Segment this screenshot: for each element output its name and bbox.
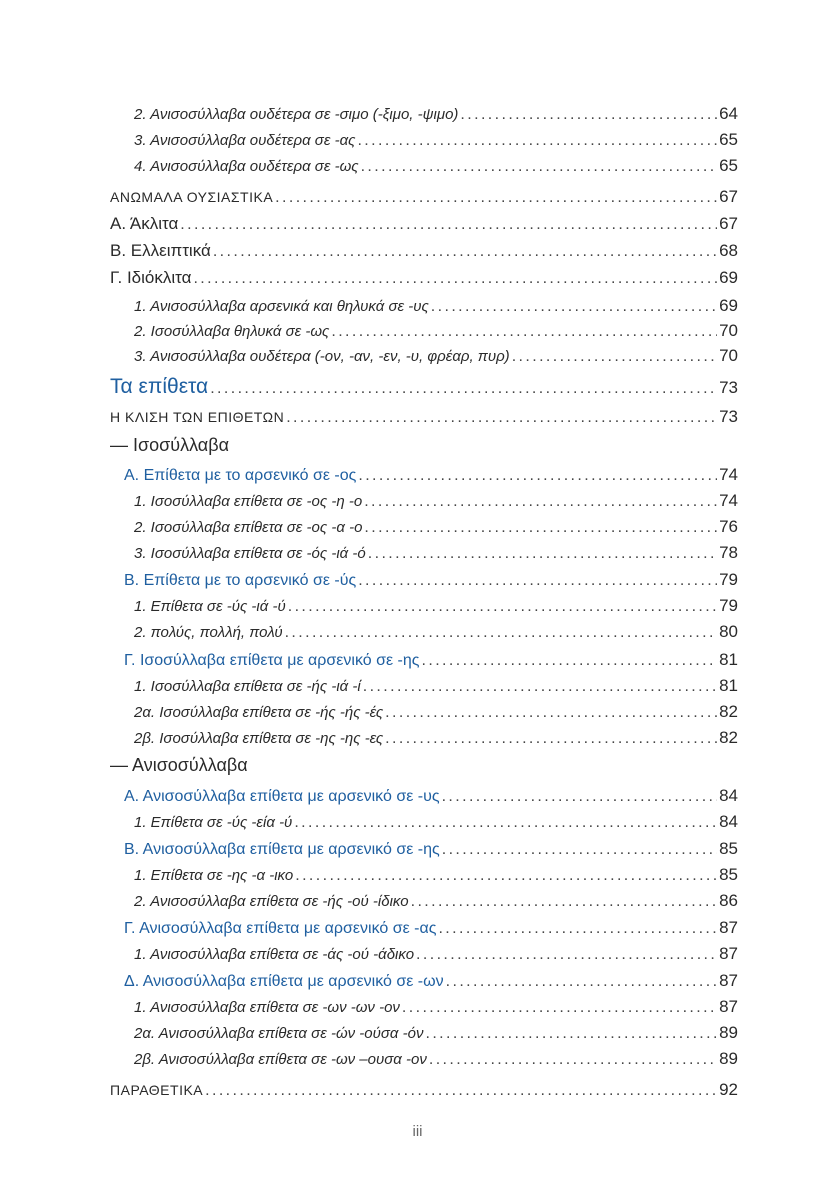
- toc-entry: [110, 407, 738, 433]
- leader-dots: [285, 624, 718, 642]
- toc-entry-page: 67: [719, 214, 738, 233]
- toc-entry-label: 1. Ισοσύλλαβα επίθετα σε -ος -η -ο: [134, 493, 363, 510]
- toc-entry-page: 69: [719, 268, 738, 287]
- toc-entry-label: 1. Επίθετα σε -ύς -εία -ύ: [134, 814, 293, 831]
- toc-entry-label: 1. Ανισοσύλλαβα επίθετα σε -άς -ού -άδικο: [134, 946, 415, 963]
- toc-entry: [134, 702, 738, 728]
- toc-entry-label: Β. Ελλειπτικά: [110, 241, 211, 260]
- toc-entry-label: 3. Ανισοσύλλαβα ουδέτερα σε -ας: [134, 132, 356, 149]
- toc-section-label: Β. Ανισοσύλλαβα επίθετα με αρσενικό σε -ης: [124, 841, 440, 858]
- toc-entry-page: 70: [719, 346, 738, 365]
- leader-dots: [213, 243, 717, 261]
- toc-entry: [134, 517, 738, 543]
- toc-entry-label: 2α. Ισοσύλλαβα επίθετα σε -ής -ής -ές: [134, 704, 384, 721]
- toc-entry-label: 2. Ανισοσύλλαβα επίθετα σε -ής -ού -ίδικο: [134, 893, 409, 910]
- toc-entry-page: 87: [719, 997, 738, 1016]
- leader-dots: [385, 704, 717, 722]
- leader-dots: [442, 788, 718, 806]
- toc-entry: [134, 997, 738, 1023]
- toc-section-label: Δ. Ανισοσύλλαβα επίθετα με αρσενικό σε -ων: [124, 973, 444, 990]
- toc-entry-page: 85: [719, 865, 738, 884]
- toc-entry-page: 67: [719, 187, 738, 206]
- toc-entry-label: 2. πολύς, πολλή, πολύ: [134, 624, 283, 641]
- toc-entry-page: 82: [719, 702, 738, 721]
- toc-entry-page: 87: [719, 971, 738, 990]
- leader-dots: [446, 973, 717, 991]
- toc-entry: [134, 321, 738, 347]
- leader-dots: [429, 1051, 717, 1069]
- toc-entry-page: 74: [719, 465, 738, 484]
- toc-entry-page: 81: [719, 650, 738, 669]
- toc-section-label: Β. Επίθετα με το αρσενικό σε -ύς: [124, 572, 357, 589]
- leader-dots: [180, 216, 717, 234]
- toc-entry-page: 73: [719, 407, 738, 426]
- leader-dots: [422, 652, 718, 670]
- leader-dots: [416, 946, 717, 964]
- toc-entry-page: 86: [719, 891, 738, 910]
- leader-dots: [402, 999, 717, 1017]
- toc-entry: [134, 1049, 738, 1075]
- leader-dots: [275, 189, 717, 207]
- leader-dots: [357, 132, 717, 150]
- toc-entry: [134, 865, 738, 891]
- toc-entry: [134, 676, 738, 702]
- toc-section: [124, 650, 738, 676]
- toc-entry-page: 78: [719, 543, 738, 562]
- toc-entry: [134, 622, 738, 648]
- toc-entry-page: 89: [719, 1023, 738, 1042]
- leader-dots: [193, 270, 717, 288]
- toc-section: [124, 570, 738, 596]
- toc-entry-label: 2. Ανισοσύλλαβα ουδέτερα σε -σιμο (-ξιμο, -ψιμο): [134, 106, 459, 123]
- leader-dots: [295, 867, 717, 885]
- toc-entry-label: 2. Ισοσύλλαβα επίθετα σε -ος -α -ο: [134, 519, 363, 536]
- toc-entry-label: ΠΑΡΑΘΕΤΙΚΑ: [110, 1082, 204, 1098]
- toc-entry-page: 79: [719, 570, 738, 589]
- toc-entry-page: 69: [719, 296, 738, 315]
- toc-entry-label: 1. Ισοσύλλαβα επίθετα σε -ής -ιά -ί: [134, 678, 361, 695]
- toc-entry-page: 65: [719, 156, 738, 175]
- toc-section: [124, 918, 738, 944]
- leader-dots: [385, 730, 717, 748]
- toc-entry: [110, 214, 738, 240]
- toc-entry: [134, 156, 738, 182]
- leader-dots: [210, 380, 717, 398]
- leader-dots: [358, 467, 717, 485]
- toc-section-label: Α. Επίθετα με το αρσενικό σε -ος: [124, 467, 357, 484]
- toc-section-label: Γ. Ανισοσύλλαβα επίθετα με αρσενικό σε -ας: [124, 920, 437, 937]
- toc-entry-page: 68: [719, 241, 738, 260]
- toc-section: [124, 465, 738, 491]
- toc-entry-page: 84: [719, 786, 738, 805]
- toc-chapter-title: Τα επίθετα: [110, 375, 209, 398]
- toc-group-label: — Ανισοσύλλαβα: [110, 755, 248, 775]
- toc-entry-label: 2β. Ανισοσύλλαβα επίθετα σε -ων –ουσα -ον: [134, 1051, 427, 1068]
- toc-entry-label: 4. Ανισοσύλλαβα ουδέτερα σε -ως: [134, 158, 359, 175]
- toc-entry-label: 2α. Ανισοσύλλαβα επίθετα σε -ών -ούσα -όν: [134, 1025, 424, 1042]
- leader-dots: [460, 106, 717, 124]
- leader-dots: [512, 348, 717, 366]
- toc-entry: [134, 130, 738, 156]
- toc-entry: [134, 891, 738, 917]
- toc-entry-label: 2β. Ισοσύλλαβα επίθετα σε -ης -ης -ες: [134, 730, 384, 747]
- toc-entry-label: 2. Ισοσύλλαβα θηλυκά σε -ως: [134, 323, 330, 340]
- toc-section: [124, 786, 738, 812]
- toc-entry-label: Γ. Ιδιόκλιτα: [110, 268, 192, 287]
- toc-entry-page: 87: [719, 918, 738, 937]
- toc-entry-page: 84: [719, 812, 738, 831]
- leader-dots: [288, 598, 717, 616]
- toc-entry-label: 1. Ανισοσύλλαβα αρσενικά και θηλυκά σε -υς: [134, 298, 429, 315]
- toc-entry: [134, 491, 738, 517]
- toc-group-label: — Ισοσύλλαβα: [110, 435, 229, 455]
- leader-dots: [368, 545, 717, 563]
- toc-entry-label: 3. Ισοσύλλαβα επίθετα σε -ός -ιά -ό: [134, 545, 366, 562]
- toc-entry-label: ΑΝΩΜΑΛΑ ΟΥΣΙΑΣΤΙΚΑ: [110, 189, 274, 205]
- leader-dots: [331, 323, 717, 341]
- toc-chapter: [110, 375, 738, 401]
- leader-dots: [294, 814, 717, 832]
- toc-entry-label: Η ΚΛΙΣΗ ΤΩΝ ΕΠΙΘΕΤΩΝ: [110, 409, 285, 425]
- toc-entry: [134, 812, 738, 838]
- leader-dots: [411, 893, 717, 911]
- toc-entry: [134, 543, 738, 569]
- toc-entry-label: 1. Επίθετα σε -ης -α -ικο: [134, 867, 294, 884]
- leader-dots: [358, 572, 717, 590]
- leader-dots: [431, 298, 717, 316]
- leader-dots: [364, 519, 717, 537]
- toc-entry: [134, 104, 738, 130]
- toc-entry: [110, 241, 738, 267]
- leader-dots: [364, 493, 717, 511]
- toc-entry: [134, 596, 738, 622]
- page-number: iii: [412, 1123, 423, 1140]
- leader-dots: [205, 1082, 717, 1100]
- leader-dots: [425, 1025, 717, 1043]
- toc-group-heading: [110, 755, 738, 781]
- toc-entry-page: 74: [719, 491, 738, 510]
- toc-entry-page: 65: [719, 130, 738, 149]
- toc-entry-page: 64: [719, 104, 738, 123]
- leader-dots: [286, 409, 717, 427]
- toc-entry-page: 92: [719, 1080, 738, 1099]
- toc-entry-page: 89: [719, 1049, 738, 1068]
- toc-entry: [110, 268, 738, 294]
- toc-section: [124, 839, 738, 865]
- toc-section: [124, 971, 738, 997]
- toc-entry-page: 87: [719, 944, 738, 963]
- leader-dots: [363, 678, 717, 696]
- toc-entry-label: 3. Ανισοσύλλαβα ουδέτερα (-ον, -αν, -εν, -υ, φρέαρ, πυρ): [134, 348, 510, 365]
- toc-entry: [134, 728, 738, 754]
- toc-entry-page: 73: [719, 378, 738, 397]
- toc-entry-page: 80: [719, 622, 738, 641]
- toc-entry-page: 76: [719, 517, 738, 536]
- toc-entry-page: 85: [719, 839, 738, 858]
- toc-entry: [110, 1080, 738, 1106]
- leader-dots: [361, 158, 718, 176]
- toc-entry-label: 1. Ανισοσύλλαβα επίθετα σε -ων -ων -ον: [134, 999, 400, 1016]
- leader-dots: [438, 920, 717, 938]
- leader-dots: [442, 841, 717, 859]
- toc-section-label: Α. Ανισοσύλλαβα επίθετα με αρσενικό σε -υς: [124, 788, 440, 805]
- toc-entry-label: Α. Άκλιτα: [110, 214, 179, 233]
- toc-entry: [134, 296, 738, 322]
- toc-entry: [134, 1023, 738, 1049]
- toc-entry-page: 79: [719, 596, 738, 615]
- toc-group-heading: [110, 435, 738, 461]
- toc-entry-label: 1. Επίθετα σε -ύς -ιά -ύ: [134, 598, 286, 615]
- toc-entry-page: 82: [719, 728, 738, 747]
- toc-section-label: Γ. Ισοσύλλαβα επίθετα με αρσενικό σε -ης: [124, 652, 420, 669]
- toc-entry-page: 81: [719, 676, 738, 695]
- toc-entry: [134, 944, 738, 970]
- toc-entry: [134, 346, 738, 372]
- toc-entry: [110, 187, 738, 213]
- toc-entry-page: 70: [719, 321, 738, 340]
